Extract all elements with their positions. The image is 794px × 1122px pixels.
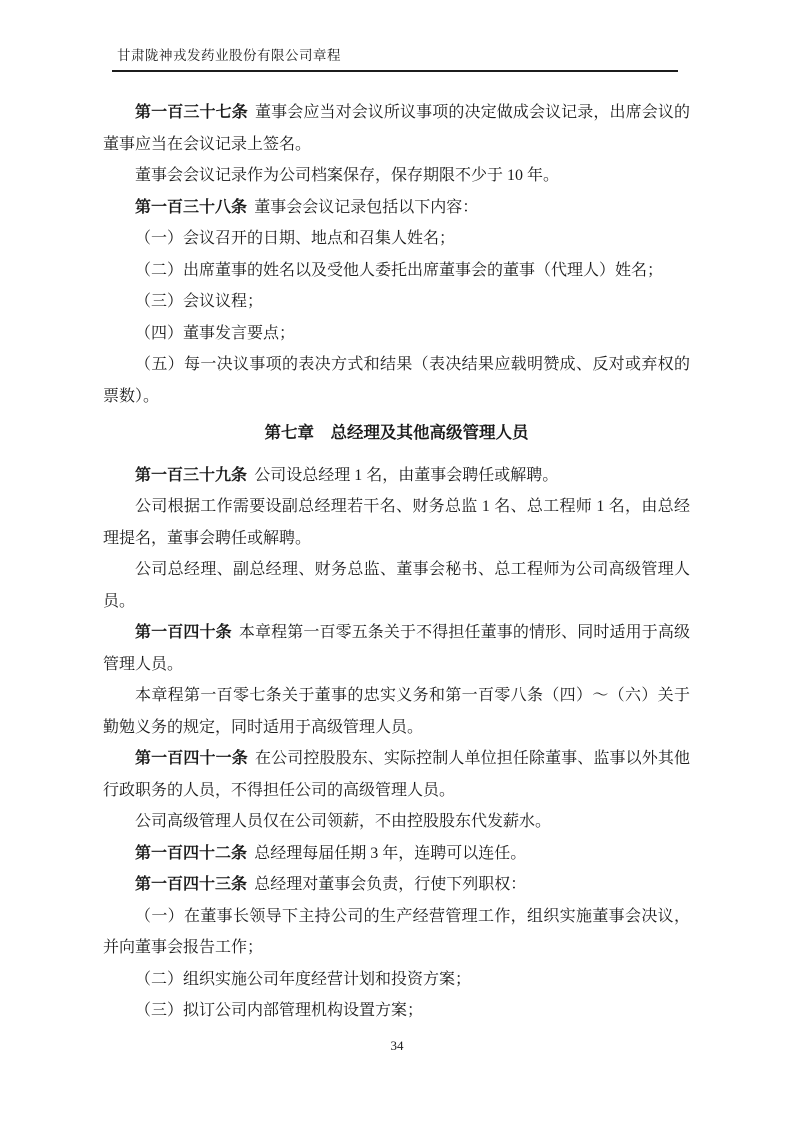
paragraph-text: 总经理每届任期 3 年，连聘可以连任。 bbox=[254, 844, 527, 862]
article-paragraph bbox=[103, 869, 690, 901]
paragraph bbox=[103, 223, 690, 255]
paragraph-text: （三）会议议程； bbox=[135, 293, 264, 310]
article-number: 第一百三十九条 bbox=[135, 466, 248, 484]
article-number: 第一百四十二条 bbox=[135, 844, 248, 862]
paragraph-text: 本章程第一百零五条关于不得担任董事的情形、同时适用于高级管理人员。 bbox=[103, 624, 690, 673]
page-footer bbox=[0, 1037, 794, 1055]
paragraph-text: （二）组织实施公司年度经营计划和投资方案； bbox=[135, 970, 472, 988]
paragraph-text: （五）每一决议事项的表决方式和结果（表决结果应载明赞成、反对或弃权的票数）。 bbox=[103, 356, 690, 405]
article-paragraph bbox=[103, 617, 690, 680]
paragraph bbox=[103, 680, 690, 743]
article-paragraph bbox=[103, 460, 690, 492]
page-header-title: 甘肃陇神戎发药业股份有限公司章程 bbox=[117, 48, 341, 63]
article-paragraph bbox=[103, 97, 690, 160]
paragraph bbox=[103, 995, 690, 1027]
paragraph bbox=[103, 286, 690, 318]
paragraph bbox=[103, 318, 690, 350]
paragraph bbox=[103, 349, 690, 412]
paragraph-text: 董事会应当对会议所议事项的决定做成会议记录，出席会议的董事应当在会议记录上签名。 bbox=[103, 104, 690, 153]
article-paragraph bbox=[103, 743, 690, 806]
paragraph bbox=[103, 160, 690, 192]
paragraph bbox=[103, 964, 690, 996]
paragraph-text: 董事会会议记录作为公司档案保存，保存期限不少于 10 年。 bbox=[135, 167, 560, 184]
article-number: 第一百四十三条 bbox=[135, 876, 248, 893]
paragraph-text: （一）在董事长领导下主持公司的生产经营管理工作，组织实施董事会决议，并向董事会报告工作； bbox=[103, 907, 690, 956]
article-number: 第一百三十八条 bbox=[135, 198, 248, 216]
article-paragraph bbox=[103, 192, 690, 224]
paragraph bbox=[103, 491, 690, 554]
page-number: 34 bbox=[390, 1038, 404, 1053]
paragraph-text: 董事会会议记录包括以下内容： bbox=[254, 198, 479, 216]
page-header bbox=[112, 46, 678, 72]
paragraph-text: 公司根据工作需要设副总经理若干名、财务总监 1 名、总工程师 1 名，由总经理提名，董事会聘任或解聘。 bbox=[103, 498, 690, 547]
chapter-heading: 第七章 总经理及其他高级管理人员 bbox=[264, 423, 529, 442]
paragraph-text: 公司设总经理 1 名，由董事会聘任或解聘。 bbox=[254, 466, 559, 484]
paragraph-text: 在公司控股股东、实际控制人单位担任除董事、监事以外其他行政职务的人员，不得担任公司的高级管理人员。 bbox=[103, 750, 690, 799]
article-paragraph bbox=[103, 838, 690, 870]
paragraph-text: 本章程第一百零七条关于董事的忠实义务和第一百零八条（四）～（六）关于勤勉义务的规定，同时适用于高级管理人员。 bbox=[103, 687, 690, 736]
paragraph-text: 公司总经理、副总经理、财务总监、董事会秘书、总工程师为公司高级管理人员。 bbox=[103, 561, 690, 610]
paragraph-text: （一）会议召开的日期、地点和召集人姓名； bbox=[135, 230, 456, 247]
paragraph-text: （四）董事发言要点； bbox=[135, 324, 296, 342]
paragraph bbox=[103, 554, 690, 617]
paragraph-text: （三）拟订公司内部管理机构设置方案； bbox=[135, 1002, 424, 1019]
document-body bbox=[103, 97, 690, 1027]
paragraph-text: 总经理对董事会负责，行使下列职权： bbox=[254, 876, 527, 893]
article-number: 第一百四十一条 bbox=[135, 750, 248, 767]
paragraph-text: （二）出席董事的姓名以及受他人委托出席董事会的董事（代理人）姓名； bbox=[135, 261, 664, 279]
article-number: 第一百四十条 bbox=[135, 624, 232, 641]
article-number: 第一百三十七条 bbox=[135, 104, 248, 121]
paragraph bbox=[103, 901, 690, 964]
paragraph bbox=[103, 806, 690, 838]
paragraph bbox=[103, 255, 690, 287]
paragraph-text: 公司高级管理人员仅在公司领薪，不由控股股东代发薪水。 bbox=[135, 813, 552, 830]
